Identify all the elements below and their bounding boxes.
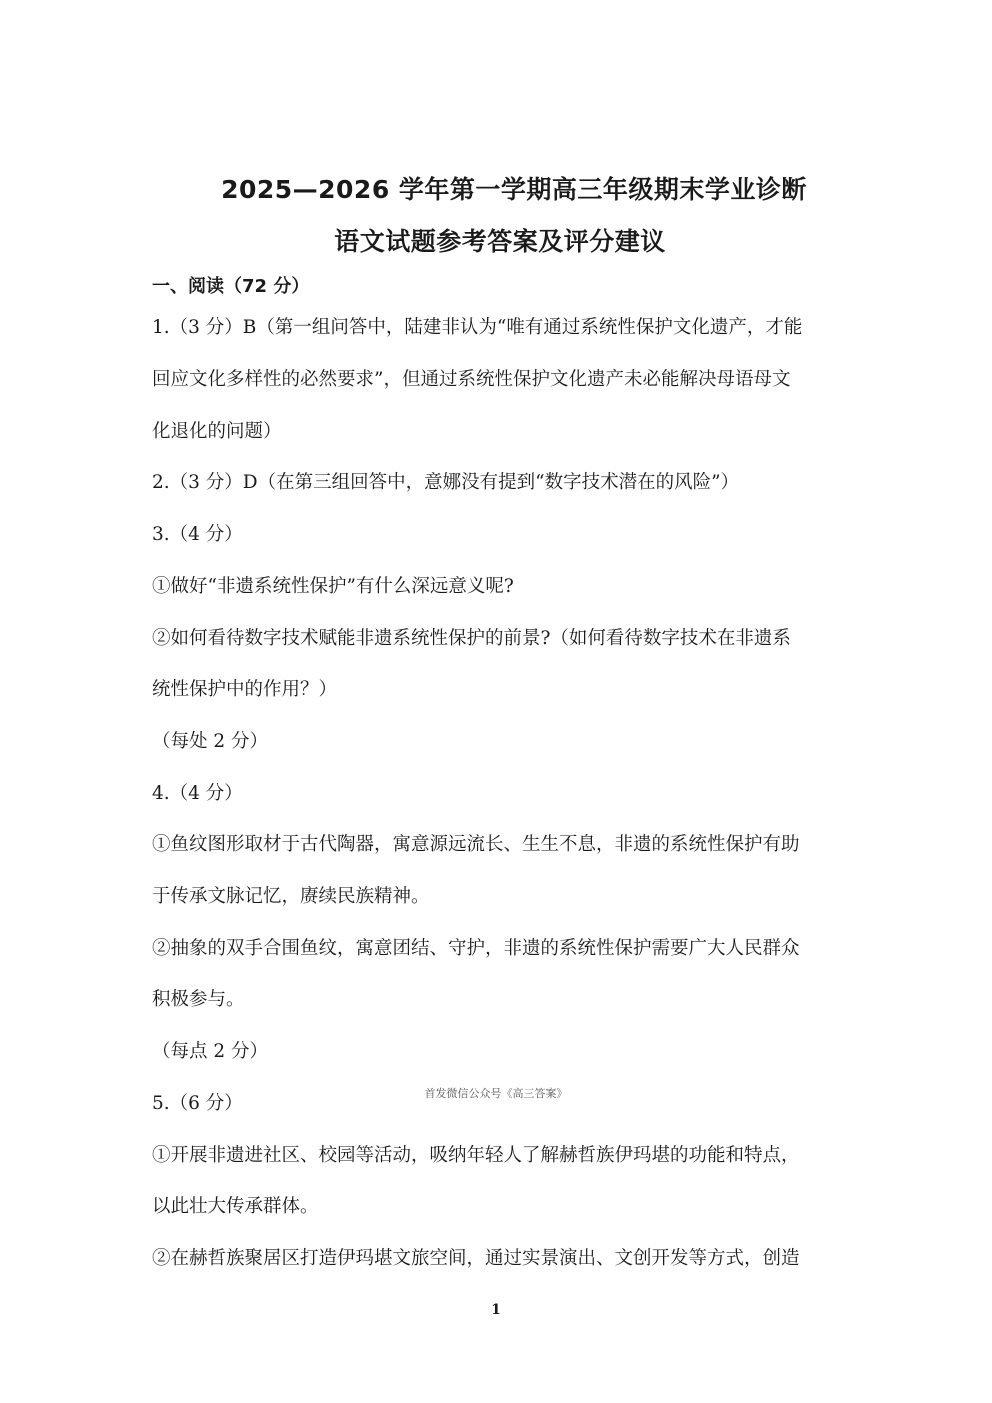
answer-line: 回应文化多样性的必然要求”，但通过系统性保护文化遗产未必能解决母语母文: [152, 369, 791, 390]
answer-line: （每点 2 分）: [152, 1041, 269, 1062]
answer-line: 1.（3 分）B（第一组问答中，陆建非认为“唯有通过系统性保护文化遗产，才能: [152, 317, 803, 338]
answer-line: ②如何看待数字技术赋能非遗系统性保护的前景?（如何看待数字技术在非遗系: [152, 628, 791, 649]
answer-line: 以此壮大传承群体。: [152, 1196, 319, 1217]
answer-line: 于传承文脉记忆，赓续民族精神。: [152, 886, 430, 907]
answer-line: ①鱼纹图形取材于古代陶器，寓意源远流长、生生不息，非遗的系统性保护有助: [152, 834, 800, 855]
answer-line: 4.（4 分）: [152, 783, 243, 804]
watermark-text: 首发微信公众号《高三答案》: [424, 1087, 568, 1100]
answer-line: （每处 2 分）: [152, 731, 269, 752]
answer-line: 3.（4 分）: [152, 524, 243, 545]
answer-line: 5.（6 分）: [152, 1093, 243, 1114]
answer-line: ①做好“非遗系统性保护”有什么深远意义呢?: [152, 576, 514, 597]
section-heading: 一、阅读（72 分）: [152, 276, 310, 297]
answer-line: 统性保护中的作用？）: [152, 679, 338, 700]
answer-line: ②在赫哲族聚居区打造伊玛堪文旅空间，通过实景演出、文创开发等方式，创造: [152, 1248, 800, 1269]
answer-line: ①开展非遗进社区、校园等活动，吸纳年轻人了解赫哲族伊玛堪的功能和特点，: [152, 1145, 800, 1166]
answer-line: 化退化的问题）: [152, 421, 282, 442]
answer-line: 积极参与。: [152, 989, 245, 1010]
document-subtitle: 语文试题参考答案及评分建议: [334, 227, 666, 256]
answer-line: ②抽象的双手合围鱼纹，寓意团结、守护，非遗的系统性保护需要广大人民群众: [152, 938, 800, 959]
page-number: 1: [491, 1302, 501, 1318]
document-title: 2025—2026 学年第一学期高三年级期末学业诊断: [221, 175, 807, 204]
answer-line: 2.（3 分）D（在第三组回答中，意娜没有提到“数字技术潜在的风险”）: [152, 472, 740, 493]
